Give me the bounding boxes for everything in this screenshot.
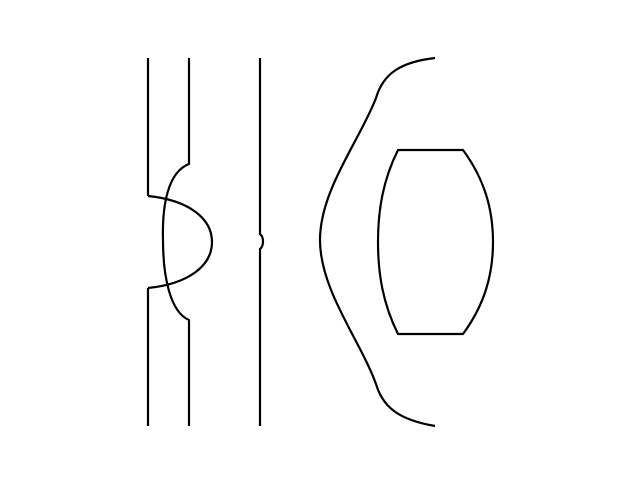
vertical-line-with-notch <box>260 58 263 426</box>
barrel-shape <box>378 150 493 334</box>
lens-dome <box>148 196 212 288</box>
second-wall-line <box>163 58 189 426</box>
